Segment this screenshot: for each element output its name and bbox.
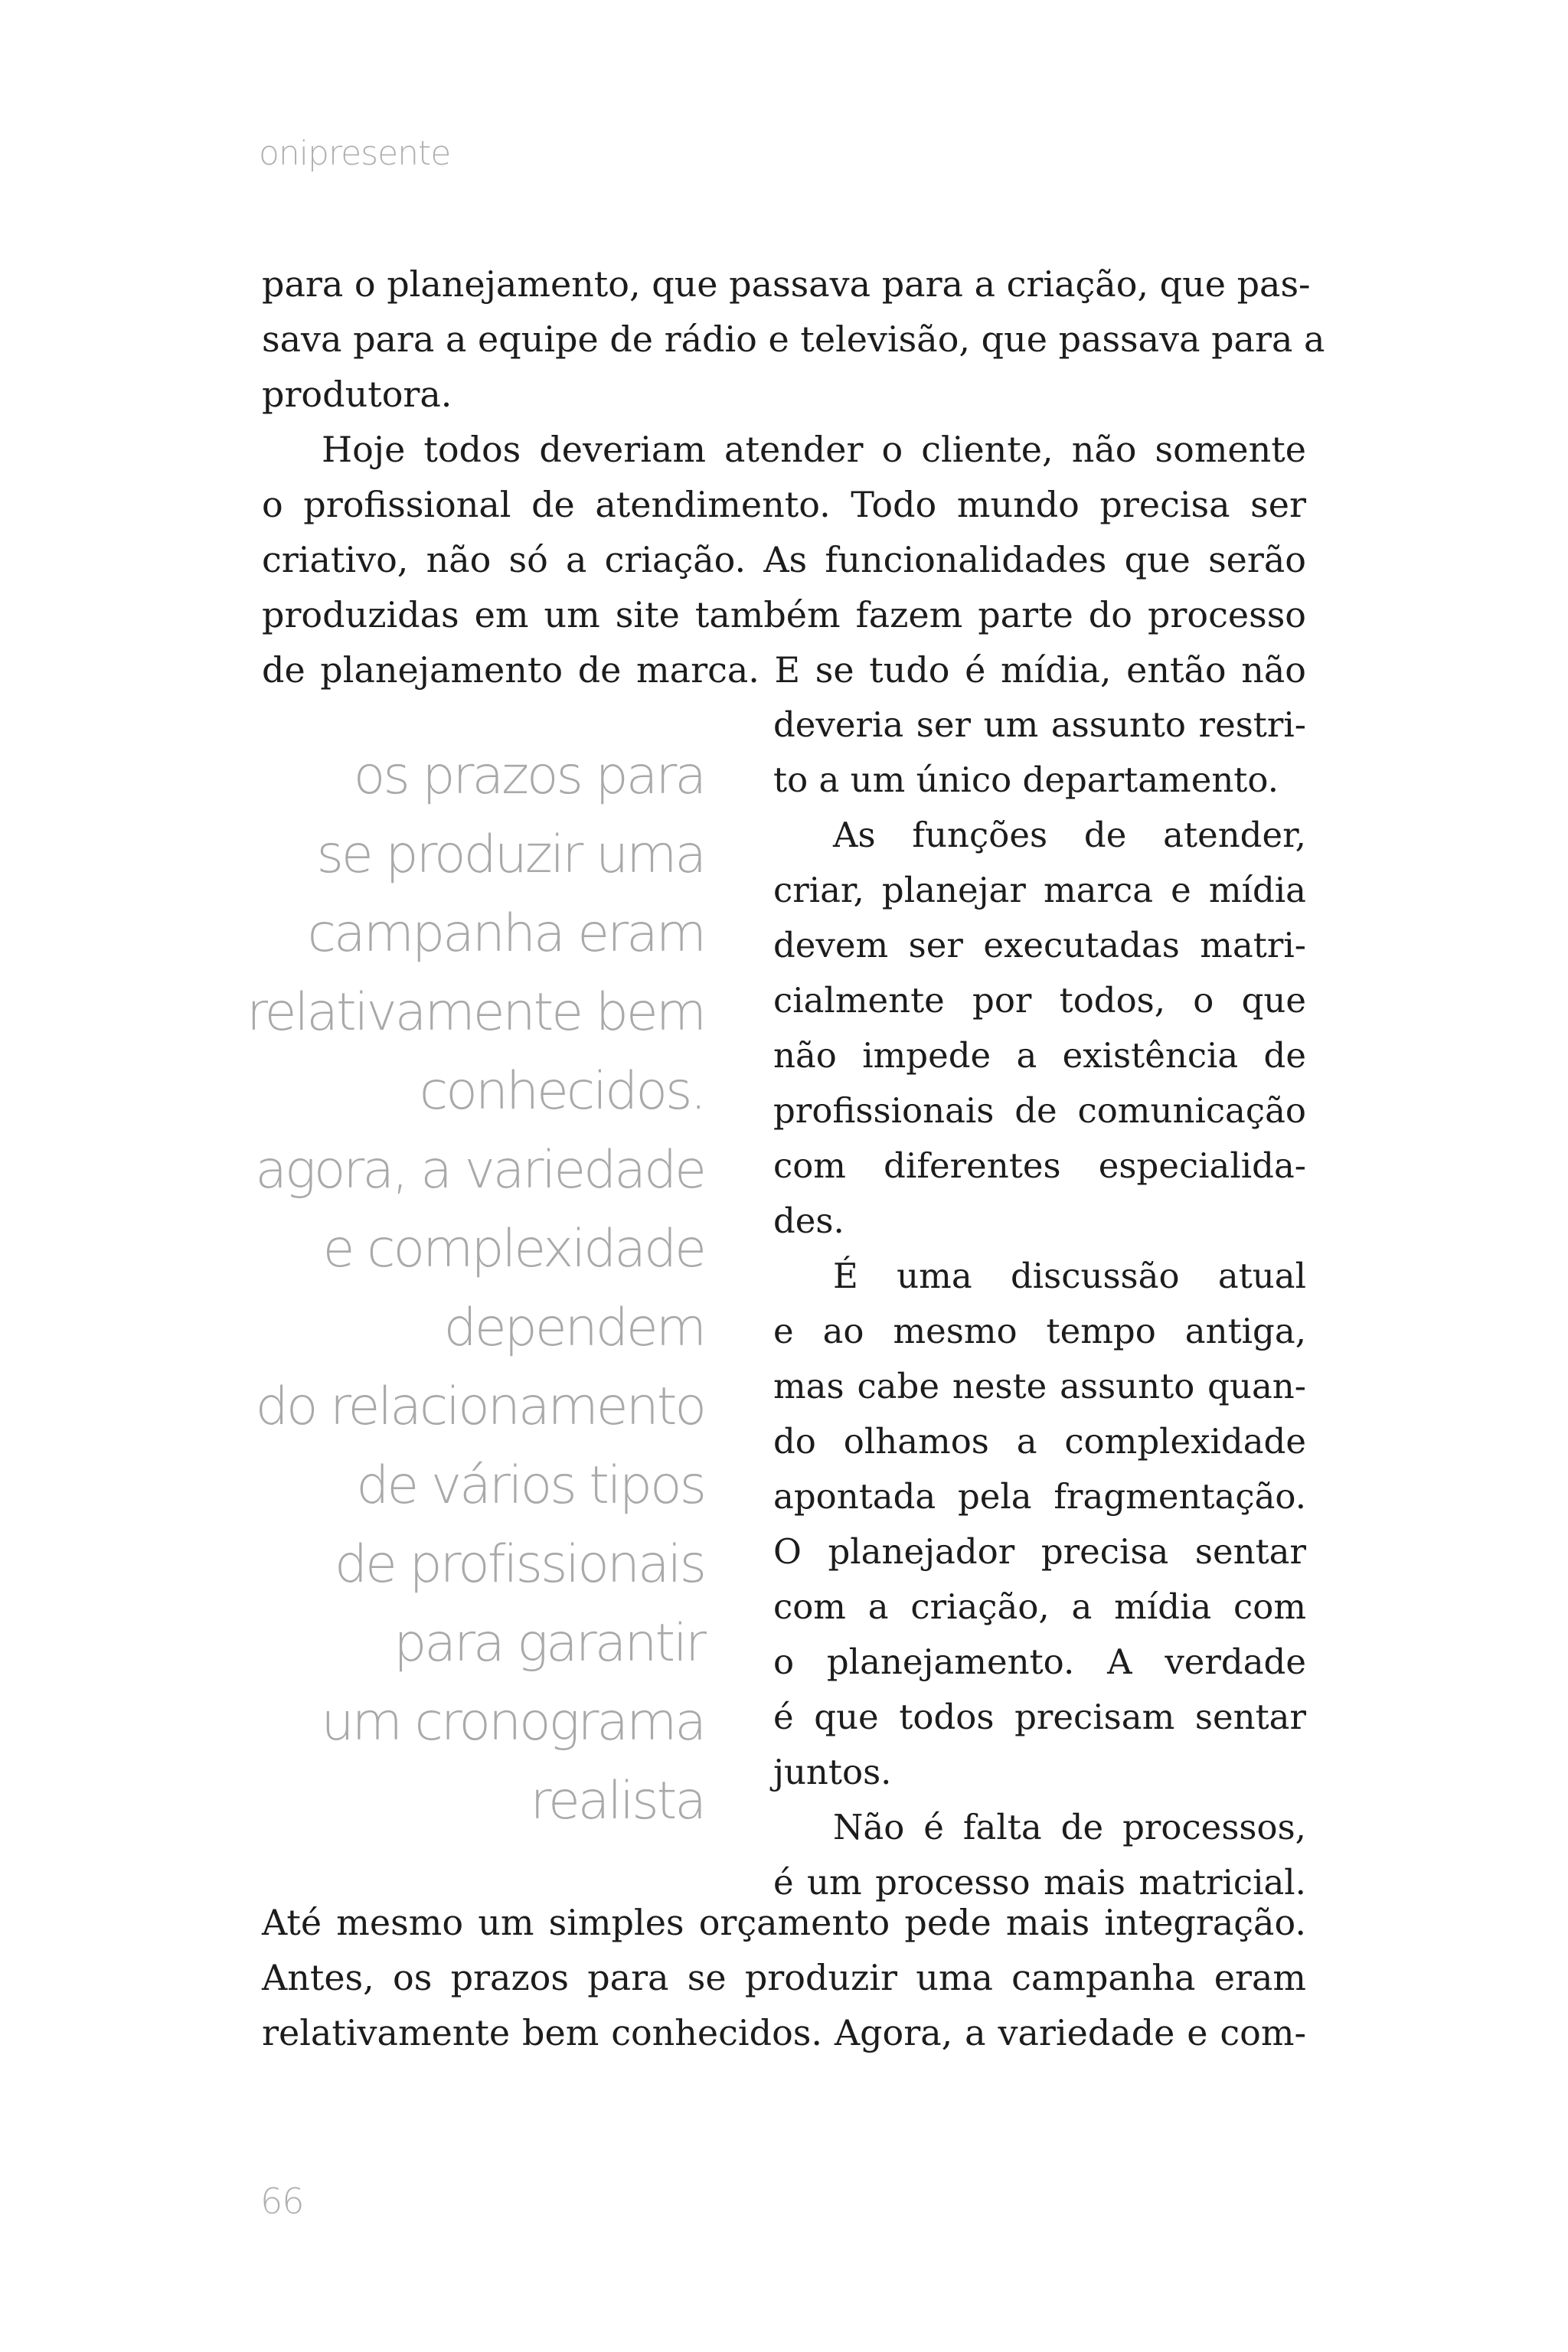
text-line: sava para a equipe de rádio e televisão, que passava para a [262,318,1325,360]
pull-quote-line: campanha eram [307,903,704,964]
text-line: do olhamos a complexidade [773,1421,1306,1462]
text-line: to a um único departamento. [773,760,1279,800]
pull-quote-line: um cronograma [321,1692,704,1753]
text-line: cialmente por todos, o que [773,980,1306,1021]
pull-quote-line: relativamente bem [247,982,704,1043]
pull-quote-line: para garantir [394,1613,704,1674]
text-line: o profissional de atendimento. Todo mundo precisa ser [262,484,1306,525]
text-line: com a criação, a mídia com [773,1586,1306,1627]
text-line: produtora. [262,374,452,415]
text-line: devem ser executadas matri- [773,925,1306,965]
pull-quote-line: de profissionais [334,1534,704,1595]
text-line: criativo, não só a criação. As funcionalidades que serão [262,539,1306,580]
text-line: Não é falta de processos, [833,1807,1306,1847]
text-line: juntos. [773,1752,892,1792]
text-line: mas cabe neste assunto quan- [773,1366,1306,1406]
pull-quote-line: do relacionamento [255,1377,704,1437]
text-line: Antes, os prazos para se produzir uma campanha eram [262,1957,1306,1998]
pull-quote-line: os prazos para [353,746,704,806]
text-line: é um processo mais matricial. [773,1862,1306,1903]
text-line: criar, planejar marca e mídia [773,870,1306,910]
text-line: e ao mesmo tempo antiga, [773,1311,1306,1351]
running-head: onipresente [259,134,451,173]
text-line: de planejamento de marca. E se tudo é mídia, então não [262,649,1306,691]
text-line: para o planejamento, que passava para a criação, que pas- [262,263,1311,305]
body-text-top [262,256,1325,697]
pull-quote-line: dependem [443,1298,704,1358]
text-line: é que todos precisam sentar [773,1697,1306,1737]
text-line: relativamente bem conhecidos. Agora, a variedade e com- [262,2012,1306,2053]
text-line: Até mesmo um simples orçamento pede mais integração. [262,1902,1306,1943]
text-line: As funções de atender, [833,815,1306,855]
text-line: O planejador precisa sentar [773,1531,1306,1572]
page-number: 66 [260,2180,304,2222]
pull-quote-line: se produzir uma [316,825,704,885]
pull-quote-line: de vários tipos [356,1455,704,1516]
pull-quote-line: e complexidade [322,1219,704,1279]
text-line: o planejamento. A verdade [773,1642,1306,1682]
pull-quote-line: agora, a variedade [255,1140,704,1200]
text-line: apontada pela fragmentação. [773,1476,1306,1517]
text-line: deveria ser um assunto restri- [773,704,1306,745]
text-line: produzidas em um site também fazem parte do processo [262,594,1306,635]
text-line: profissionais de comunicação [773,1090,1306,1131]
body-text-right-column [773,697,1306,1910]
pull-quote-line: conhecidos. [419,1061,704,1122]
text-line: des. [773,1200,844,1241]
pull-quote [207,737,704,1841]
pull-quote-line: realista [530,1771,704,1831]
body-text-bottom [262,1895,1306,2060]
text-line: Hoje todos deveriam atender o cliente, não somente [322,429,1306,470]
text-line: É uma discussão atual [833,1256,1306,1296]
text-line: não impede a existência de [773,1035,1306,1076]
text-line: com diferentes especialida- [773,1145,1306,1186]
